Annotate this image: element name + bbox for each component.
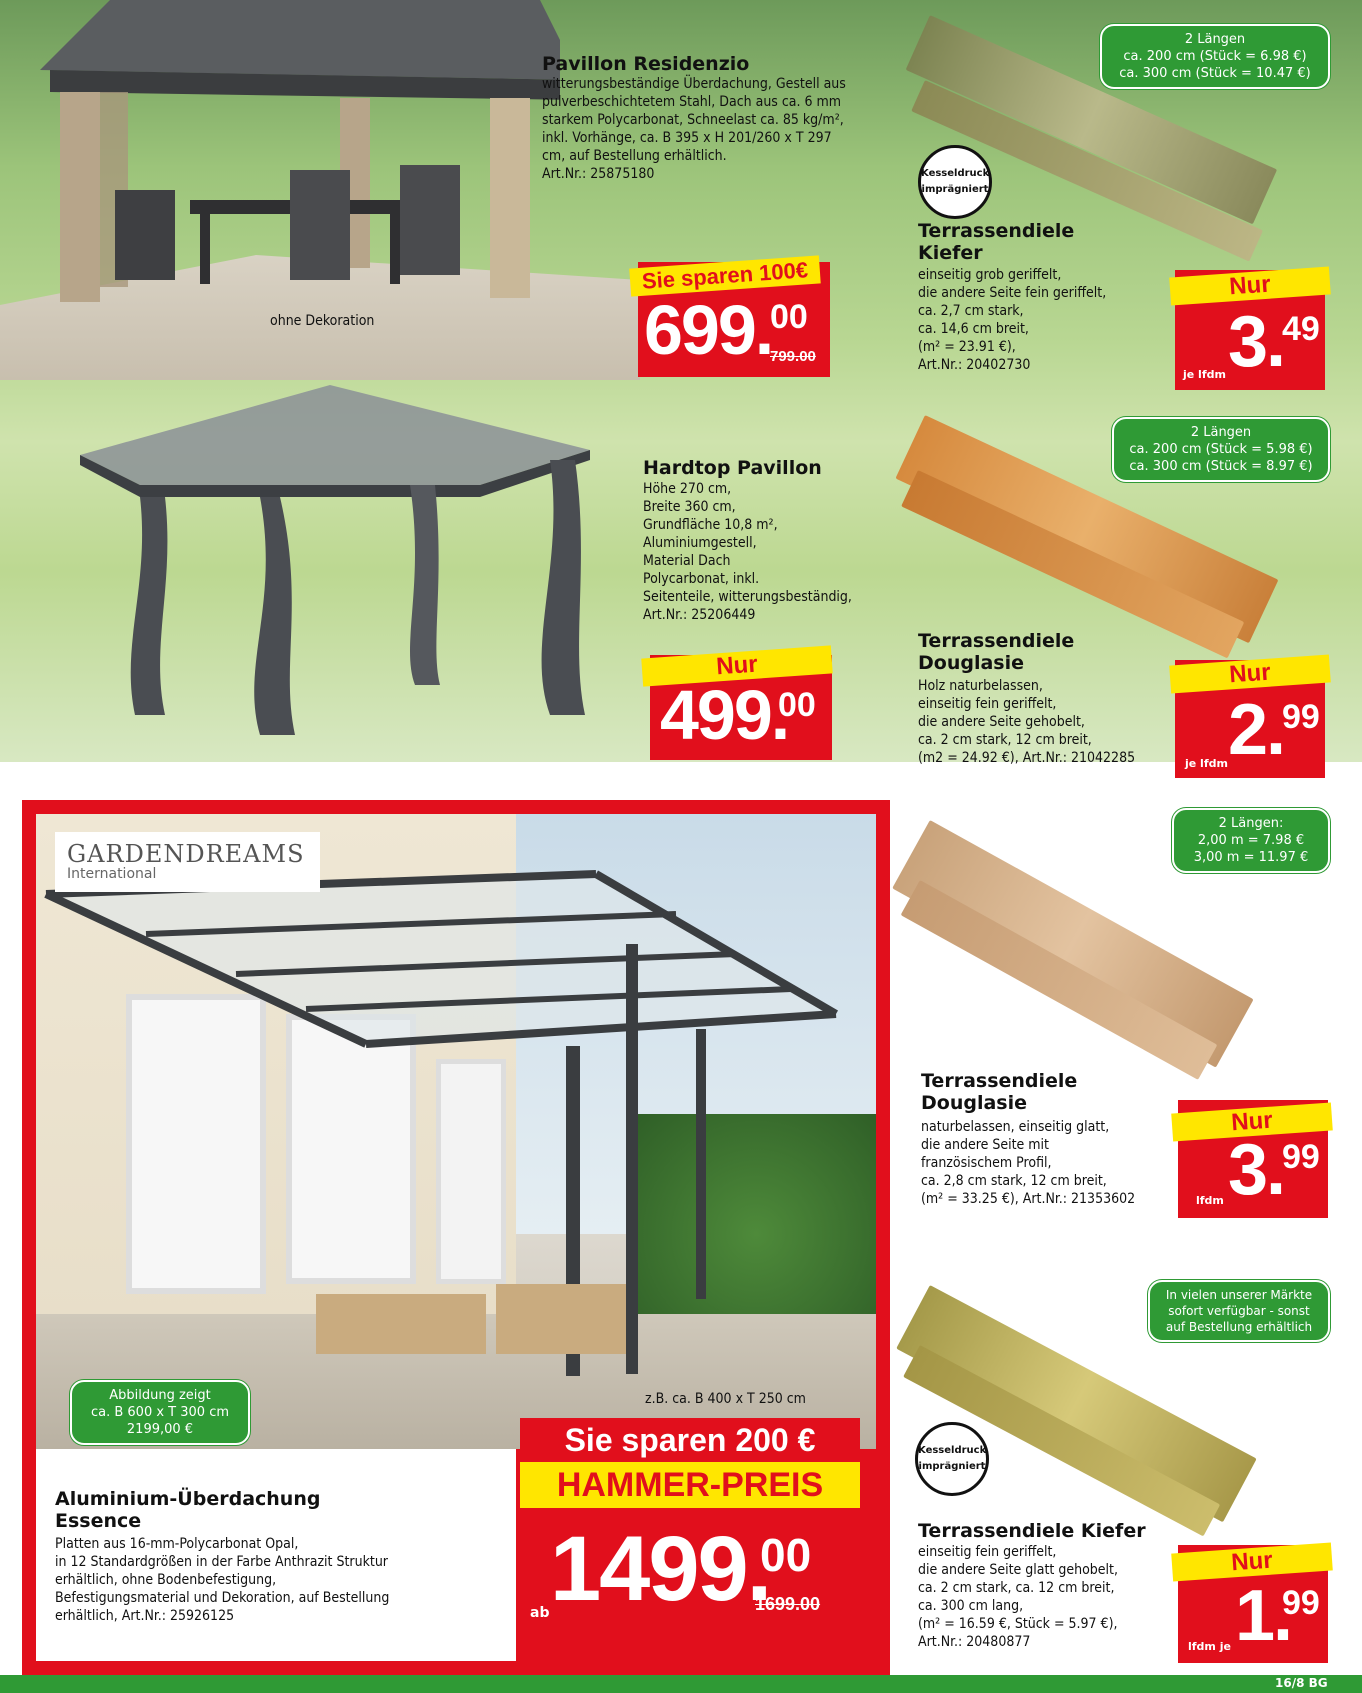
residenzio-old-price: 799.00	[770, 348, 816, 365]
essence-savings-banner: Sie sparen 200 €	[520, 1418, 860, 1463]
essence-old-price: 1699.00	[755, 1594, 821, 1614]
essence-price-cents: 00	[760, 1529, 812, 1581]
douglasie-2-title: Terrassendiele Douglasie	[921, 1070, 1078, 1114]
douglasie-1-price-cents: 99	[1282, 698, 1320, 736]
hardtop-pavillon-title: Hardtop Pavillon	[643, 457, 822, 479]
hardtop-price-cents: 00	[778, 686, 816, 724]
douglasie-1-unit: je lfdm	[1185, 757, 1228, 770]
douglasie-2-desc: naturbelassen, einseitig glatt, die andere Seite mit französischem Profil, ca. 2,8 cm stark, 12 cm breit, (m² = 33.25 €), Art.Nr.: 21353602	[921, 1119, 1136, 1207]
kesseldruck-stamp: Kesseldruck imprägniert	[918, 145, 992, 219]
pavillon-residenzio-desc: witterungsbeständige Überdachung, Gestell aus pulverbeschichtetem Stahl, Dach aus ca. 6 mm starkem Polycarbonat, Schneelast ca. 85 kg/m², inkl. Vorhänge, ca. B 395 x H 201/260 x T 297 cm, auf Bestellung erhältlich. Art.Nr.: 25875180	[542, 76, 846, 182]
kiefer-1-price: 3.	[1228, 302, 1285, 382]
essence-price: 1499.	[550, 1518, 771, 1620]
pavillon-residenzio-image	[20, 0, 560, 330]
kiefer-2-price-cents: 99	[1282, 1584, 1320, 1622]
kiefer-1-unit: je lfdm	[1183, 368, 1226, 381]
kiefer-2-nur-tag: Nur	[1171, 1542, 1333, 1581]
gardendreams-logo	[55, 832, 320, 892]
kiefer-2-unit: lfdm je	[1188, 1640, 1231, 1653]
photo-note: ohne Dekoration	[270, 313, 375, 329]
kesseldruck-stamp-2: Kesseldruck imprägniert	[915, 1422, 989, 1496]
brand-sub: International	[67, 866, 157, 882]
douglasie-2-price: 3.	[1228, 1130, 1285, 1210]
kiefer-2-desc: einseitig fein geriffelt, die andere Seite glatt gehobelt, ca. 2 cm stark, ca. 12 cm breit, ca. 300 cm lang, (m² = 16.59 €, Stück = 5.97 €), Art.Nr.: 20480877	[918, 1544, 1118, 1650]
kiefer-2-title: Terrassendiele Kiefer	[918, 1520, 1146, 1542]
kiefer-lengths-bubble: 2 Längen ca. 200 cm (Stück = 6.98 €) ca. 300 cm (Stück = 10.47 €)	[1100, 24, 1330, 89]
essence-photo	[36, 814, 876, 1449]
hammer-preis-banner: HAMMER-PREIS	[520, 1462, 860, 1508]
douglasie-2-unit: lfdm	[1196, 1194, 1224, 1207]
douglasie-1-title: Terrassendiele Douglasie	[918, 630, 1075, 674]
kiefer-2-price: 1.	[1235, 1576, 1292, 1656]
hardtop-pavillon-image	[80, 385, 600, 745]
douglasie-2-nur-tag: Nur	[1171, 1102, 1333, 1141]
hardtop-price: 499.	[660, 676, 789, 754]
illustration-bubble: Abbildung zeigt ca. B 600 x T 300 cm 2199,00 €	[70, 1380, 250, 1445]
hardtop-nur-tag: Nur	[641, 645, 832, 686]
kiefer-1-nur-tag: Nur	[1169, 266, 1331, 305]
essence-desc: Platten aus 16-mm-Polycarbonat Opal, in 12 Standardgrößen in der Farbe Anthrazit Struktur erhältlich, ohne Bodenbefestigung, Befestigungsmaterial und Dekoration, auf Bestellung erhältlich, Art.Nr.: 25926125	[55, 1536, 390, 1624]
douglasie-2-price-cents: 99	[1282, 1138, 1320, 1176]
page-number: 16/8 BG	[1275, 1676, 1328, 1690]
kiefer-1-price-cents: 49	[1282, 310, 1320, 348]
douglasie-1-desc: Holz naturbelassen, einseitig fein geriffelt, die andere Seite gehobelt, ca. 2 cm stark, 12 cm breit, (m2 = 24.92 €), Art.Nr.: 21042285	[918, 678, 1136, 766]
kiefer-2-availability-bubble: In vielen unserer Märkte sofort verfügbar - sonst auf Bestellung erhältlich	[1148, 1280, 1330, 1342]
douglasie-2-lengths-bubble: 2 Längen: 2,00 m = 7.98 € 3,00 m = 11.97 €	[1172, 808, 1330, 873]
kiefer-1-desc: einseitig grob geriffelt, die andere Seite fein geriffelt, ca. 2,7 cm stark, ca. 14,6 cm breit, (m² = 23.91 €), Art.Nr.: 20402730	[918, 267, 1107, 373]
douglasie-1-price: 2.	[1228, 690, 1285, 770]
size-note: z.B. ca. B 400 x T 250 cm	[645, 1391, 806, 1407]
douglasie-1-lengths-bubble: 2 Längen ca. 200 cm (Stück = 5.98 €) ca. 300 cm (Stück = 8.97 €)	[1112, 417, 1330, 482]
kiefer-1-title: Terrassendiele Kiefer	[918, 220, 1075, 264]
hardtop-pavillon-desc: Höhe 270 cm, Breite 360 cm, Grundfläche 10,8 m², Aluminiumgestell, Material Dach Polycarbonat, inkl. Seitenteile, witterungsbeständig, Art.Nr.: 25206449	[643, 481, 852, 623]
footer-bar	[0, 1675, 1362, 1693]
douglasie-1-nur-tag: Nur	[1169, 654, 1331, 693]
pavillon-residenzio-title: Pavillon Residenzio	[542, 53, 750, 75]
essence-ab: ab	[530, 1605, 550, 1621]
essence-title: Aluminium-Überdachung Essence	[55, 1488, 321, 1532]
residenzio-price: 699.	[644, 291, 773, 369]
residenzio-savings-tag: Sie sparen 100€	[629, 255, 820, 296]
residenzio-price-cents: 00	[770, 298, 808, 336]
brand-name: GARDENDREAMS	[67, 840, 305, 868]
